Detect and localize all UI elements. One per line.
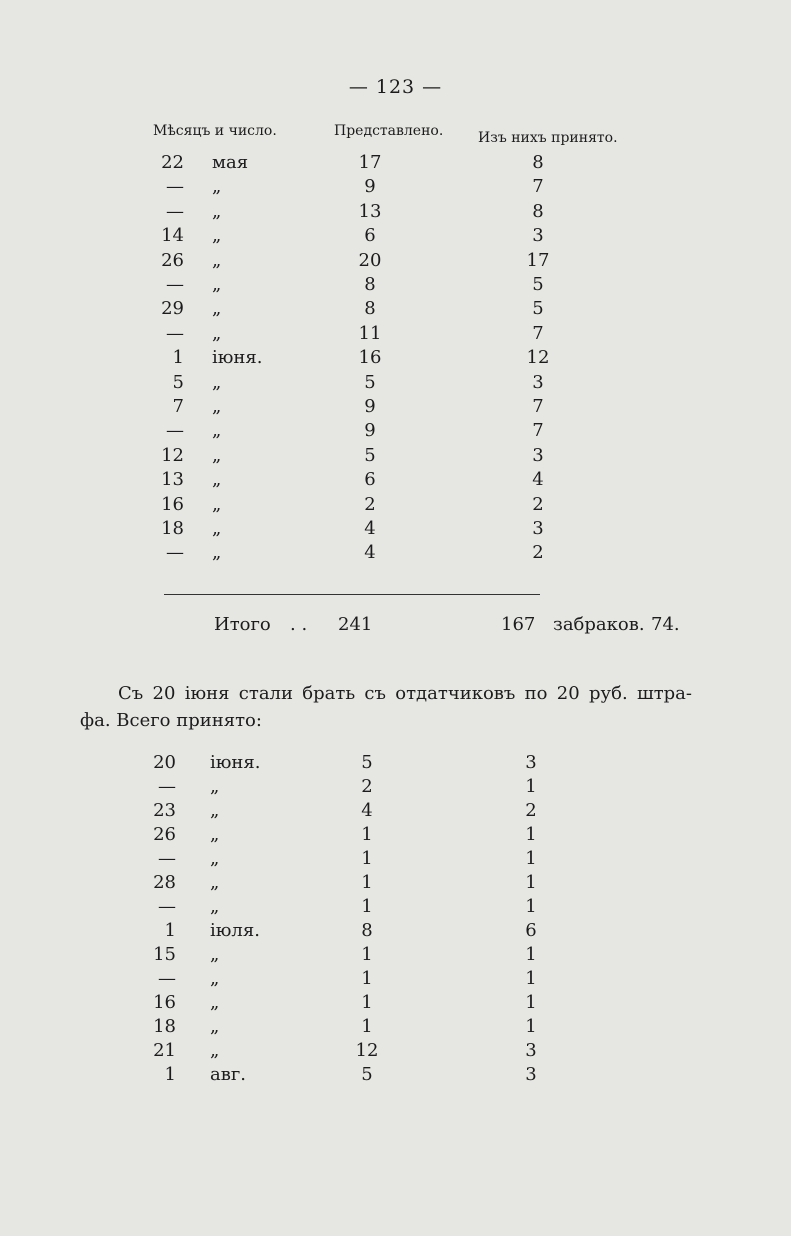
cell-accepted: 2 bbox=[532, 542, 544, 564]
cell-month: „ bbox=[212, 420, 222, 442]
cell-day: 26 bbox=[153, 824, 176, 845]
cell-accepted: 1 bbox=[525, 872, 537, 893]
table-row bbox=[0, 250, 791, 274]
cell-month: „ bbox=[212, 176, 222, 198]
cell-accepted: 7 bbox=[532, 176, 544, 198]
cell-month: іюля. bbox=[210, 920, 260, 941]
cell-accepted: 1 bbox=[525, 968, 537, 989]
column-header-accepted: Изъ нихъ принято. bbox=[478, 130, 618, 146]
cell-submitted: 1 bbox=[361, 824, 373, 845]
cell-accepted: 2 bbox=[532, 493, 544, 515]
table-row bbox=[0, 848, 791, 872]
cell-submitted: 8 bbox=[364, 298, 376, 320]
table-row bbox=[0, 201, 791, 225]
table-row bbox=[0, 347, 791, 371]
cell-accepted: 5 bbox=[532, 274, 544, 295]
cell-day: 16 bbox=[161, 493, 184, 515]
cell-submitted: 4 bbox=[364, 542, 376, 564]
cell-month: авг. bbox=[210, 1064, 247, 1085]
cell-month: „ bbox=[212, 518, 222, 539]
cell-accepted: 8 bbox=[532, 152, 544, 173]
cell-day: 5 bbox=[172, 371, 184, 393]
cell-submitted: 1 bbox=[361, 944, 373, 965]
cell-accepted: 1 bbox=[525, 944, 537, 965]
cell-month: „ bbox=[210, 872, 220, 893]
table-row bbox=[0, 176, 791, 200]
cell-month: „ bbox=[210, 800, 220, 821]
table-row bbox=[0, 396, 791, 420]
cell-day: 29 bbox=[161, 298, 184, 320]
cell-day: 23 bbox=[153, 800, 176, 821]
table-row bbox=[0, 420, 791, 444]
cell-submitted: 1 bbox=[361, 896, 373, 917]
cell-day: — bbox=[166, 322, 184, 344]
cell-day: 12 bbox=[161, 444, 184, 466]
cell-submitted: 20 bbox=[358, 249, 382, 271]
cell-day: 14 bbox=[161, 225, 184, 247]
cell-accepted: 3 bbox=[532, 518, 544, 539]
cell-submitted: 5 bbox=[364, 371, 376, 393]
cell-month: „ bbox=[212, 200, 222, 222]
cell-month: мая bbox=[212, 152, 249, 173]
cell-day: — bbox=[158, 848, 176, 869]
cell-submitted: 5 bbox=[361, 1064, 373, 1085]
cell-day: — bbox=[158, 776, 176, 797]
cell-submitted: 4 bbox=[364, 518, 376, 539]
paragraph-line-1: Съ 20 іюня стали брать съ отдатчиковъ по 20 руб. штра- bbox=[118, 683, 692, 704]
cell-accepted: 5 bbox=[532, 298, 544, 320]
cell-accepted: 3 bbox=[532, 225, 544, 247]
column-header-date: Мѣсяцъ и число. bbox=[153, 123, 277, 139]
cell-day: — bbox=[166, 542, 184, 564]
table-row bbox=[0, 152, 791, 176]
rejected-label: забраков. bbox=[553, 614, 645, 635]
cell-month: „ bbox=[210, 992, 220, 1013]
table-row bbox=[0, 298, 791, 322]
cell-accepted: 3 bbox=[525, 1064, 537, 1085]
total-submitted: 241 bbox=[338, 614, 373, 635]
cell-submitted: 9 bbox=[364, 396, 376, 417]
cell-day: 28 bbox=[153, 872, 176, 893]
cell-day: 22 bbox=[161, 152, 184, 173]
cell-day: 18 bbox=[161, 518, 184, 539]
cell-submitted: 1 bbox=[361, 848, 373, 869]
cell-accepted: 7 bbox=[532, 322, 544, 344]
table-row bbox=[0, 776, 791, 800]
cell-submitted: 1 bbox=[361, 992, 373, 1013]
cell-day: — bbox=[166, 176, 184, 198]
cell-submitted: 2 bbox=[364, 493, 376, 515]
cell-accepted: 7 bbox=[532, 396, 544, 417]
cell-month: „ bbox=[212, 274, 222, 295]
cell-accepted: 7 bbox=[532, 420, 544, 442]
total-rejected: 74. bbox=[651, 614, 680, 635]
table-row bbox=[0, 824, 791, 848]
cell-accepted: 12 bbox=[526, 347, 550, 369]
cell-day: 1 bbox=[164, 920, 176, 941]
cell-accepted: 1 bbox=[525, 824, 537, 845]
table-row bbox=[0, 872, 791, 896]
table-row bbox=[0, 225, 791, 249]
cell-month: „ bbox=[210, 824, 220, 845]
cell-month: „ bbox=[210, 776, 220, 797]
cell-submitted: 6 bbox=[364, 225, 376, 247]
cell-submitted: 12 bbox=[355, 1040, 379, 1061]
cell-accepted: 6 bbox=[525, 920, 537, 941]
cell-accepted: 2 bbox=[525, 800, 537, 821]
cell-accepted: 1 bbox=[525, 848, 537, 869]
table-row bbox=[0, 752, 791, 776]
cell-month: „ bbox=[212, 371, 222, 393]
cell-submitted: 13 bbox=[358, 200, 382, 222]
cell-day: 1 bbox=[172, 347, 184, 369]
cell-month: іюня. bbox=[212, 347, 263, 369]
table-row bbox=[0, 800, 791, 824]
cell-accepted: 8 bbox=[532, 200, 544, 222]
cell-submitted: 4 bbox=[361, 800, 373, 821]
cell-submitted: 2 bbox=[361, 776, 373, 797]
cell-day: 18 bbox=[153, 1016, 176, 1037]
cell-month: „ bbox=[212, 249, 222, 271]
table-row bbox=[0, 920, 791, 944]
table-row bbox=[0, 469, 791, 493]
cell-submitted: 1 bbox=[361, 1016, 373, 1037]
cell-accepted: 1 bbox=[525, 992, 537, 1013]
cell-submitted: 8 bbox=[364, 274, 376, 295]
cell-accepted: 3 bbox=[532, 371, 544, 393]
paragraph-line-2: фа. Всего принято: bbox=[80, 710, 262, 731]
cell-accepted: 3 bbox=[532, 444, 544, 466]
cell-month: „ bbox=[212, 469, 222, 491]
cell-submitted: 11 bbox=[358, 322, 382, 344]
cell-submitted: 5 bbox=[364, 444, 376, 466]
cell-day: 13 bbox=[161, 469, 184, 491]
page-number: — 123 — bbox=[348, 76, 443, 98]
cell-month: „ bbox=[210, 1016, 220, 1037]
cell-month: „ bbox=[212, 225, 222, 247]
cell-month: „ bbox=[210, 944, 220, 965]
cell-month: „ bbox=[210, 896, 220, 917]
cell-day: 7 bbox=[172, 396, 184, 417]
cell-submitted: 9 bbox=[364, 176, 376, 198]
total-row bbox=[0, 614, 791, 640]
cell-submitted: 5 bbox=[361, 752, 373, 773]
table-row bbox=[0, 274, 791, 298]
table-row bbox=[0, 518, 791, 542]
table-row bbox=[0, 896, 791, 920]
table-row bbox=[0, 372, 791, 396]
cell-month: „ bbox=[210, 968, 220, 989]
cell-accepted: 4 bbox=[532, 469, 544, 491]
total-accepted: 167 bbox=[501, 614, 536, 635]
cell-month: „ bbox=[210, 848, 220, 869]
table-row bbox=[0, 1064, 791, 1088]
table-row bbox=[0, 944, 791, 968]
cell-month: „ bbox=[212, 298, 222, 320]
cell-day: 15 bbox=[153, 944, 176, 965]
cell-submitted: 8 bbox=[361, 920, 373, 941]
cell-submitted: 17 bbox=[358, 152, 382, 173]
cell-day: 1 bbox=[164, 1064, 176, 1085]
cell-submitted: 6 bbox=[364, 469, 376, 491]
cell-day: — bbox=[166, 274, 184, 295]
cell-accepted: 3 bbox=[525, 752, 537, 773]
cell-submitted: 1 bbox=[361, 872, 373, 893]
column-header-submitted: Представлено. bbox=[334, 123, 444, 139]
cell-accepted: 3 bbox=[525, 1040, 537, 1061]
table-row bbox=[0, 445, 791, 469]
cell-day: — bbox=[166, 420, 184, 442]
cell-accepted: 17 bbox=[526, 249, 550, 271]
table-row bbox=[0, 968, 791, 992]
cell-month: іюня. bbox=[210, 752, 261, 773]
cell-month: „ bbox=[210, 1040, 220, 1061]
cell-month: „ bbox=[212, 542, 222, 564]
cell-month: „ bbox=[212, 396, 222, 417]
cell-day: — bbox=[158, 896, 176, 917]
cell-submitted: 16 bbox=[358, 347, 382, 369]
cell-day: 26 bbox=[161, 249, 184, 271]
cell-accepted: 1 bbox=[525, 776, 537, 797]
table-row bbox=[0, 992, 791, 1016]
table-row bbox=[0, 323, 791, 347]
table-row bbox=[0, 542, 791, 566]
total-rule bbox=[164, 594, 540, 595]
cell-day: — bbox=[166, 200, 184, 222]
cell-accepted: 1 bbox=[525, 896, 537, 917]
cell-submitted: 1 bbox=[361, 968, 373, 989]
total-label: Итого bbox=[214, 614, 271, 635]
cell-day: — bbox=[158, 968, 176, 989]
cell-month: „ bbox=[212, 493, 222, 515]
cell-day: 21 bbox=[153, 1040, 176, 1061]
cell-accepted: 1 bbox=[525, 1016, 537, 1037]
table-row bbox=[0, 1016, 791, 1040]
table-row bbox=[0, 1040, 791, 1064]
cell-month: „ bbox=[212, 322, 222, 344]
cell-submitted: 9 bbox=[364, 420, 376, 442]
table-row bbox=[0, 494, 791, 518]
total-dots: . . bbox=[290, 614, 308, 635]
cell-day: 16 bbox=[153, 992, 176, 1013]
cell-day: 20 bbox=[153, 752, 176, 773]
cell-month: „ bbox=[212, 444, 222, 466]
